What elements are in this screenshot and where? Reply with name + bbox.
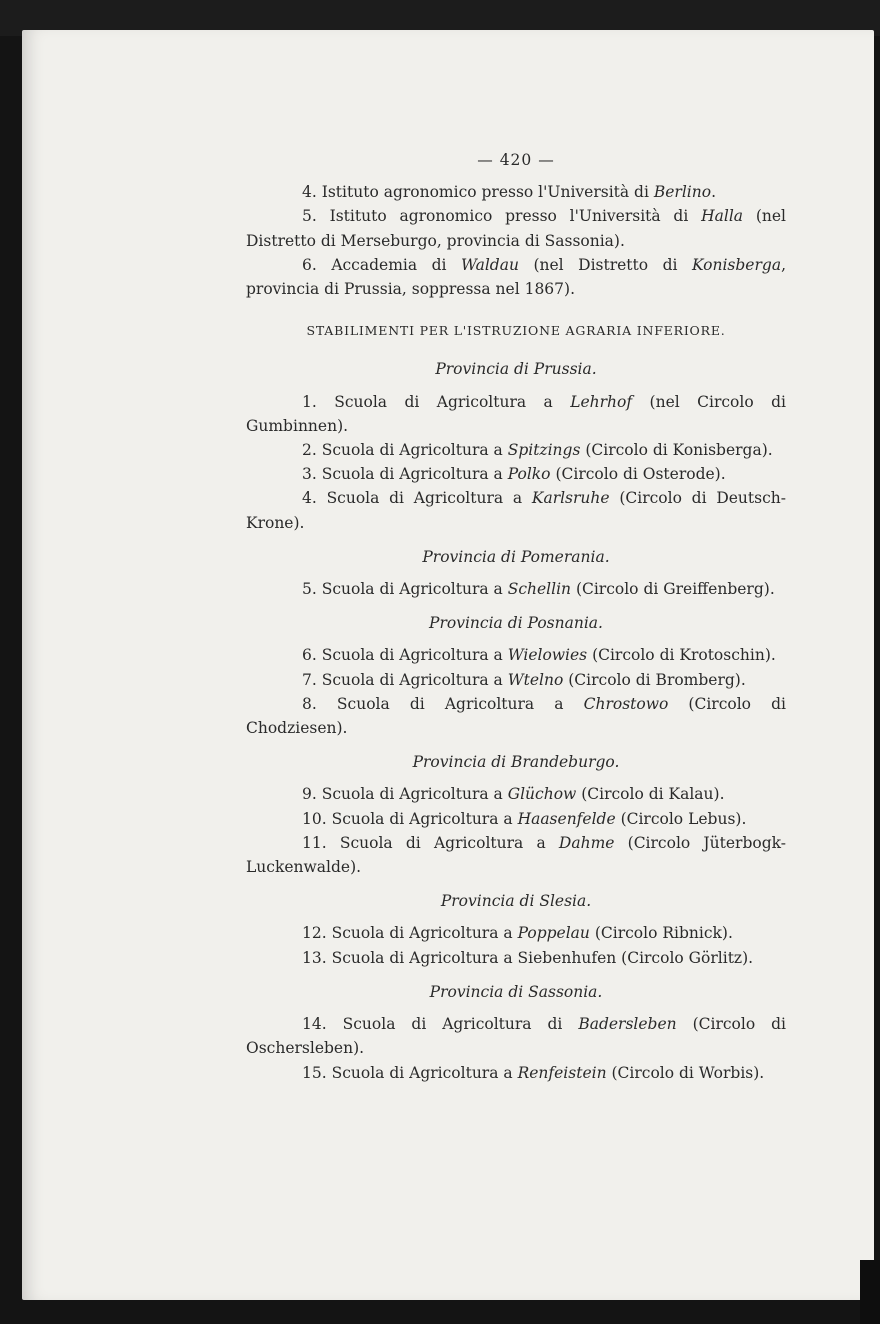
list-item bbox=[246, 438, 786, 462]
list-item bbox=[246, 390, 786, 438]
item-text: Scuola di Agricoltura a bbox=[334, 392, 571, 411]
item-text: Istituto agronomico presso l'Università di bbox=[329, 207, 702, 226]
item-text: (Circolo Ribnick). bbox=[589, 924, 733, 943]
page-content bbox=[246, 148, 786, 1085]
list-item bbox=[246, 807, 786, 831]
item-number: 2. bbox=[302, 441, 317, 460]
item-text: Scuola di Agricoltura a bbox=[336, 694, 584, 713]
item-text: Scuola di Agricoltura a bbox=[321, 646, 508, 665]
place-name: Lehrhof bbox=[570, 392, 633, 411]
item-text: (Circolo di Kalau). bbox=[576, 785, 725, 804]
province-heading: Provincia di Slesia. bbox=[440, 892, 592, 911]
province-heading: Provincia di Pomerania. bbox=[422, 547, 610, 566]
item-number: 13. bbox=[302, 948, 327, 967]
item-number: 4. bbox=[302, 183, 317, 202]
list-item bbox=[246, 782, 786, 806]
list-item bbox=[246, 253, 786, 301]
place-name: Waldau bbox=[461, 255, 519, 274]
item-text: Scuola di Agricoltura a bbox=[321, 580, 508, 599]
list-item bbox=[246, 486, 786, 534]
place-name: Chrostowo bbox=[583, 694, 669, 713]
place-name: Karlsruhe bbox=[531, 489, 610, 508]
place-name: Renfeistein bbox=[517, 1063, 607, 1082]
item-text: Scuola di Agricoltura di bbox=[342, 1015, 579, 1034]
item-text: Accademia di bbox=[331, 255, 462, 274]
item-text: . bbox=[711, 183, 716, 202]
list-item bbox=[246, 643, 786, 667]
list-item bbox=[246, 180, 786, 204]
list-item bbox=[246, 921, 786, 945]
list-item bbox=[246, 462, 786, 486]
item-text: (Circolo di Konisberga). bbox=[580, 441, 773, 460]
place-name: Konisberga bbox=[692, 255, 782, 274]
list-item bbox=[246, 668, 786, 692]
item-text: (nel Distretto di bbox=[518, 255, 692, 274]
item-text: Istituto agronomico presso l'Università di bbox=[321, 183, 654, 202]
place-name: Dahme bbox=[558, 833, 615, 852]
item-text: Scuola di Agricoltura a bbox=[331, 924, 518, 943]
item-number: 14. bbox=[302, 1015, 327, 1034]
item-text: (Circolo di Krotoschin). bbox=[587, 646, 776, 665]
list-item bbox=[246, 831, 786, 879]
list-item bbox=[246, 1012, 786, 1060]
item-number: 7. bbox=[302, 670, 317, 689]
item-text: (Circolo di Oschersleben). bbox=[246, 1015, 787, 1058]
province-heading: Provincia di Brandeburgo. bbox=[412, 753, 620, 772]
item-number: 11. bbox=[302, 833, 327, 852]
item-text: Scuola di Agricoltura a bbox=[331, 1063, 518, 1082]
list-item bbox=[246, 577, 786, 601]
item-number: 6. bbox=[302, 646, 317, 665]
item-number: 10. bbox=[302, 809, 327, 828]
item-number: 5. bbox=[302, 207, 317, 226]
item-number: 4. bbox=[302, 489, 317, 508]
section-heading: STABILIMENTI PER L'ISTRUZIONE AGRARIA INFERIORE. bbox=[306, 323, 726, 339]
item-text: (Circolo di Greiffenberg). bbox=[571, 580, 775, 599]
province-heading: Provincia di Posnania. bbox=[429, 614, 603, 633]
list-item bbox=[246, 1061, 786, 1085]
item-number: 12. bbox=[302, 924, 327, 943]
item-number: 5. bbox=[302, 580, 317, 599]
item-number: 15. bbox=[302, 1063, 327, 1082]
item-text: Scuola di Agricoltura a bbox=[339, 833, 559, 852]
place-name: Halla bbox=[701, 207, 744, 226]
place-name: Haasenfelde bbox=[517, 809, 616, 828]
intro-list bbox=[246, 180, 786, 301]
item-text: Scuola di Agricoltura a bbox=[321, 670, 508, 689]
place-name: Glüchow bbox=[507, 785, 577, 804]
scan-border-corner bbox=[860, 1260, 880, 1324]
item-text: (nel Circolo di Gumbinnen). bbox=[246, 392, 786, 435]
item-number: 8. bbox=[302, 694, 317, 713]
item-text: Scuola di Agricoltura a bbox=[326, 489, 532, 508]
item-text: (Circolo di Deutsch-Krone). bbox=[246, 489, 786, 532]
item-text: Scuola di Agricoltura a bbox=[321, 441, 508, 460]
item-text: Scuola di Agricoltura a bbox=[331, 809, 518, 828]
list-item bbox=[246, 204, 786, 252]
place-name: Schellin bbox=[507, 580, 572, 599]
item-number: 1. bbox=[302, 392, 317, 411]
provinces-list bbox=[246, 357, 786, 1084]
item-number: 3. bbox=[302, 465, 317, 484]
place-name: Wtelno bbox=[507, 670, 564, 689]
list-item bbox=[246, 692, 786, 740]
item-number: 6. bbox=[302, 255, 317, 274]
item-text: (Circolo di Worbis). bbox=[606, 1063, 765, 1082]
place-name: Berlino bbox=[653, 183, 712, 202]
item-text: (Circolo di Bromberg). bbox=[563, 670, 746, 689]
item-text: (Circolo di Chodziesen). bbox=[246, 694, 786, 738]
item-text: (nel Distretto di Merseburgo, provincia di Sassonia). bbox=[246, 207, 786, 250]
province-heading: Provincia di Sassonia. bbox=[429, 982, 603, 1001]
page-number: — 420 — bbox=[477, 151, 555, 169]
item-text: , provincia di Prussia, soppressa nel 1867). bbox=[246, 255, 786, 299]
place-name: Spitzings bbox=[507, 441, 581, 460]
place-name: Wielowies bbox=[507, 646, 588, 665]
item-text: Scuola di Agricoltura a bbox=[321, 465, 508, 484]
item-text: Scuola di Agricoltura a Siebenhufen (Circolo Görlitz). bbox=[331, 948, 754, 967]
item-number: 9. bbox=[302, 785, 317, 804]
item-text: (Circolo Lebus). bbox=[615, 809, 747, 828]
place-name: Polko bbox=[507, 465, 551, 484]
item-text: (Circolo di Osterode). bbox=[550, 465, 726, 484]
item-text: (Circolo Jüterbogk-Luckenwalde). bbox=[246, 833, 786, 877]
list-item bbox=[246, 946, 786, 970]
place-name: Badersleben bbox=[578, 1015, 677, 1034]
province-heading: Provincia di Prussia. bbox=[435, 360, 597, 379]
place-name: Poppelau bbox=[517, 924, 590, 943]
item-text: Scuola di Agricoltura a bbox=[321, 785, 508, 804]
